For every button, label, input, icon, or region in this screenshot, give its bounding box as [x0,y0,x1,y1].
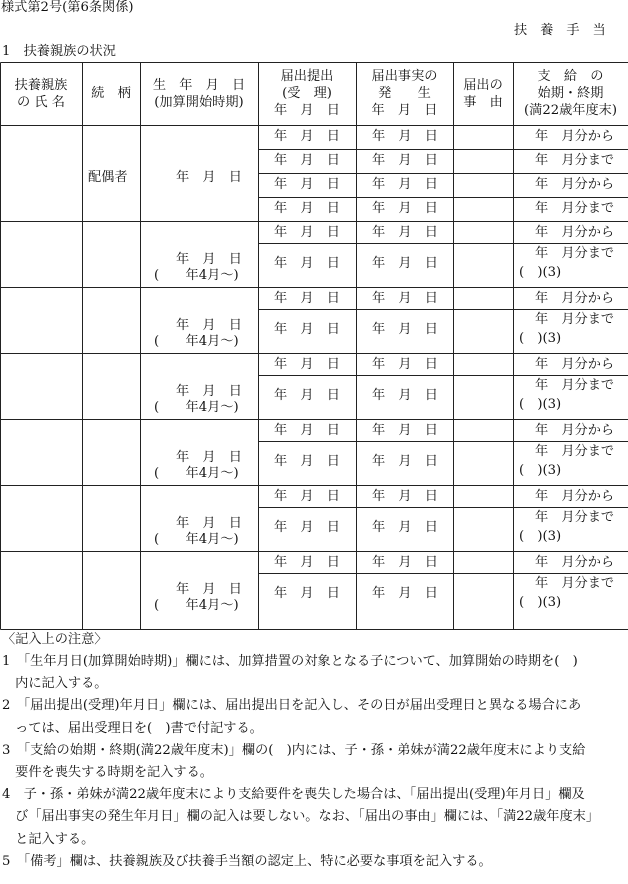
period-start: 年 月分から [535,225,615,240]
header-period-line: 支 給 の [537,69,604,84]
header-event [360,64,449,123]
header-period [517,64,624,123]
birth-date-child: 年 月 日 [176,384,242,399]
period-start: 年 月分から [535,357,615,372]
header-event-line: 届出事実の [371,69,438,84]
relation-spouse: 配偶者 [88,170,128,185]
header-name-line: の 氏 名 [17,94,65,110]
header-birth-line: 生 年 月 日 [152,77,246,93]
filed-date: 年 月 日 [274,388,340,403]
event-date: 年 月 日 [372,256,438,271]
event-date: 年 月 日 [372,586,438,601]
period-note: ( )(3) [519,595,562,610]
header-name [4,64,78,123]
birth-date-child: 年 月 日 [176,252,242,267]
note-line: 内に記入する。 [2,676,108,692]
filed-date: 年 月 日 [274,520,340,535]
header-period-line: (満22歳年度末) [523,103,617,118]
header-birth [144,64,254,123]
filed-date: 年 月 日 [274,225,340,240]
section-heading: 1 扶養親族の状況 [2,44,116,59]
period-note: ( )(3) [519,397,562,412]
period-start: 年 月分から [535,177,615,192]
birth-date-spouse: 年 月 日 [176,170,242,185]
header-filed-line: 年 月 日 [274,103,340,118]
event-date: 年 月 日 [372,489,438,504]
period-start: 年 月分から [535,489,615,504]
event-date: 年 月 日 [372,357,438,372]
kasan-start-child: ( 年4月～) [154,400,239,415]
period-end: 年 月分まで [535,510,615,525]
filed-date: 年 月 日 [274,586,340,601]
kasan-start-child: ( 年4月～) [154,532,239,547]
header-event-line: 年 月 日 [371,103,438,118]
event-date: 年 月 日 [372,388,438,403]
period-end: 年 月分まで [535,312,615,327]
period-end: 年 月分まで [535,201,615,216]
event-date: 年 月 日 [372,129,438,144]
event-date: 年 月 日 [372,225,438,240]
filed-date: 年 月 日 [274,153,340,168]
period-note: ( )(3) [519,265,562,280]
header-reason [457,64,509,123]
header-filed [262,64,352,123]
kasan-start-child: ( 年4月～) [154,334,239,349]
period-start: 年 月分から [535,423,615,438]
event-date: 年 月 日 [372,520,438,535]
filed-date: 年 月 日 [274,129,340,144]
note-line: 1 「生年月日(加算開始時期)」欄には、加算措置の対象となる子について、加算開始の時期を( ) [2,654,578,669]
header-relation [86,64,136,123]
event-date: 年 月 日 [372,177,438,192]
note-line: び「届出事実の発生年月日」欄の記入は要しない。なお、「届出の事由」欄には、「満22歳年度末」 [2,809,600,825]
period-start: 年 月分から [535,291,615,306]
period-end: 年 月分まで [535,246,615,261]
period-end: 年 月分まで [535,576,615,591]
event-date: 年 月 日 [372,201,438,216]
event-date: 年 月 日 [372,291,438,306]
birth-date-child: 年 月 日 [176,582,242,597]
header-event-line: 発 生 [378,86,431,101]
note-line: 5 「備考」欄は、扶養親族及び扶養手当額の認定上、特に必要な事項を記入する。 [2,853,492,869]
kasan-start-child: ( 年4月～) [154,466,239,481]
filed-date: 年 月 日 [274,201,340,216]
event-date: 年 月 日 [372,153,438,168]
filed-date: 年 月 日 [274,291,340,306]
note-line: 3 「支給の始期・終期(満22歳年度末)」欄の( )内には、子・孫・弟妹が満22歳年度末により支給 [2,742,586,758]
note-line: と記入する。 [2,831,95,847]
period-note: ( )(3) [519,529,562,544]
note-line: 2 「届出提出(受理)年月日」欄には、届出提出日を記入し、その日が届出受理日と異なる場合にあ [2,698,582,714]
period-end: 年 月分まで [535,444,615,459]
filed-date: 年 月 日 [274,454,340,469]
event-date: 年 月 日 [372,322,438,337]
filed-date: 年 月 日 [274,357,340,372]
notes-heading: 〈記入上の注意〉 [2,632,108,647]
header-relation-line: 続 柄 [91,86,131,101]
birth-date-child: 年 月 日 [176,516,242,531]
note-line: 要件を喪失する時期を記入する。 [2,765,213,780]
period-note: ( )(3) [519,331,562,346]
filed-date: 年 月 日 [274,489,340,504]
header-name-line: 扶養親族 [14,77,68,93]
note-line: っては、届出受理日を( )書で付記する。 [2,720,263,736]
period-start: 年 月分から [535,129,615,144]
header-filed-line: 届出提出 [280,69,334,84]
form-number-label: 様式第2号(第6条関係) [1,0,134,15]
header-birth-line: (加算開始時期) [154,94,244,110]
birth-date-child: 年 月 日 [176,318,242,333]
period-end: 年 月分まで [535,153,615,168]
document-title: 扶養手当 [514,23,619,38]
period-note: ( )(3) [519,463,562,478]
header-reason-line: 届出の [463,77,503,93]
filed-date: 年 月 日 [274,177,340,192]
birth-date-child: 年 月 日 [176,450,242,465]
filed-date: 年 月 日 [274,256,340,271]
period-start: 年 月分から [535,555,615,570]
filed-date: 年 月 日 [274,423,340,438]
note-line: 4 子・孫・弟妹が満22歳年度末により支給要件を喪失した場合は、「届出提出(受理)年月日」欄及 [2,787,585,803]
kasan-start-child: ( 年4月～) [154,598,239,613]
header-reason-line: 事 由 [463,94,503,110]
event-date: 年 月 日 [372,423,438,438]
filed-date: 年 月 日 [274,555,340,570]
kasan-start-child: ( 年4月～) [154,268,239,283]
filed-date: 年 月 日 [274,322,340,337]
event-date: 年 月 日 [372,454,438,469]
period-end: 年 月分まで [535,378,615,393]
header-filed-line: (受 理) [282,86,332,101]
header-period-line: 始期・終期 [537,86,604,101]
event-date: 年 月 日 [372,555,438,570]
